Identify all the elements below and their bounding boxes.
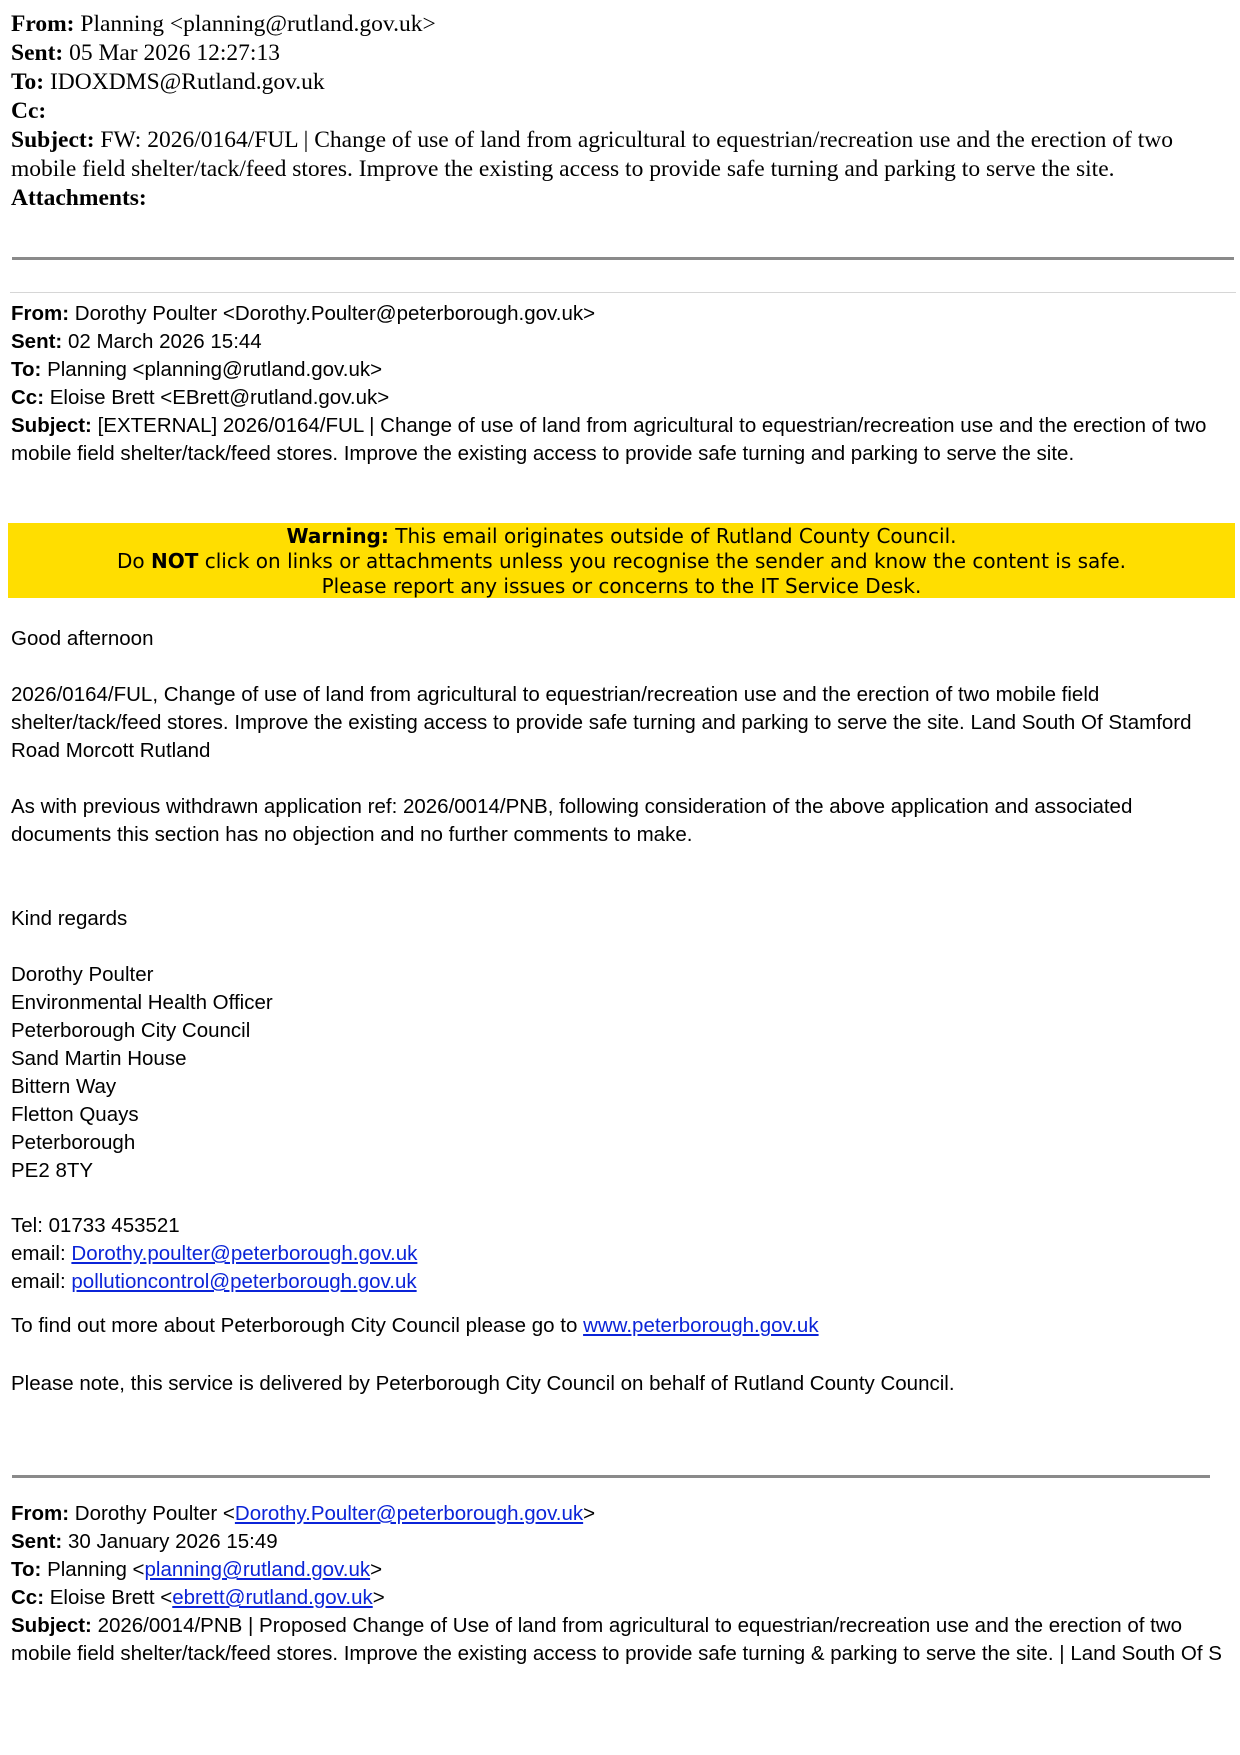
outer-subject-row: Subject: FW: 2026/0164/FUL | Change of use of land from agricultural to equestrian/recreation use and the erection of two mobile field shelter/tack/feed stores. Improve the existing access to provide safe turning and parking to serve the site. [11, 127, 1173, 182]
earlier-subject-value: 2026/0014/PNB | Proposed Change of Use of land from agricultural to equestrian/recreation use and the erection of two mobile field shelter/tack/feed stores. Improve the existing access to provide safe turning & parking to serve the site. | Land South Of S [11, 1614, 1222, 1665]
signature-address-1: Sand Martin House [11, 1047, 187, 1070]
warning-label: Warning: [286, 524, 389, 548]
outer-cc-row: Cc: [11, 98, 47, 124]
signature-title: Environmental Health Officer [11, 991, 273, 1014]
outer-attachments-row: Attachments: [11, 185, 147, 211]
forwarded-sent-value: 02 March 2026 15:44 [67, 330, 262, 353]
signature-address-4: Peterborough [11, 1131, 136, 1154]
signature-block [11, 961, 1236, 1185]
outer-to-value: IDOXDMS@Rutland.gov.uk [49, 69, 325, 95]
signature-name: Dorothy Poulter [11, 963, 154, 986]
signoff: Kind regards [11, 907, 128, 930]
signature-postcode: PE2 8TY [11, 1159, 94, 1182]
website-link[interactable]: www.peterborough.gov.uk [583, 1314, 819, 1337]
email-link-pollutioncontrol[interactable]: pollutioncontrol@peterborough.gov.uk [71, 1270, 417, 1293]
earlier-from-email-link[interactable]: Dorothy.Poulter@peterborough.gov.uk [234, 1502, 584, 1525]
outer-from-value: Planning <planning@rutland.gov.uk> [80, 11, 436, 37]
outer-subject-value: FW: 2026/0164/FUL | Change of use of land from agricultural to equestrian/recreation use and the erection of two mobile field shelter/tack/feed stores. Improve the existing access to provide safe turning and parking to serve the site. [11, 127, 1173, 182]
outer-sent-value: 05 Mar 2026 12:27:13 [69, 40, 280, 66]
earlier-cc-email-link[interactable]: ebrett@rutland.gov.uk [172, 1586, 373, 1609]
telephone: Tel: 01733 453521 [11, 1214, 180, 1237]
earlier-email-header: From: Dorothy Poulter <Dorothy.Poulter@peterborough.gov.uk> Sent: 30 January 2026 15:49 To: Planning <planning@rutland.gov.uk> Cc: Eloise Brett <ebrett@rutland.gov.uk> Subject: 2026/0014/PNB | Proposed Change of Use of land from agricultural to equestrian/recreation use and the erection of two mobile field shelter/tack/feed stores. Improve the existing access to provide safe turning & parking to serve the site. | Land South Of S [11, 1502, 1222, 1665]
email-link-dorothy[interactable]: Dorothy.poulter@peterborough.gov.uk [71, 1242, 418, 1265]
greeting: Good afternoon [11, 627, 154, 650]
forwarded-cc-value: Eloise Brett <EBrett@rutland.gov.uk> [49, 386, 390, 409]
forwarded-to-value: Planning <planning@rutland.gov.uk> [47, 358, 383, 381]
header-divider-thick [12, 257, 1234, 260]
forwarded-from-value: Dorothy Poulter <Dorothy.Poulter@peterborough.gov.uk> [74, 302, 596, 325]
body-paragraph-application: 2026/0164/FUL, Change of use of land from agricultural to equestrian/recreation use and the erection of two mobile field shelter/tack/feed stores. Improve the existing access to provide safe turning and parking to serve the site. Land South Of Stamford Road Morcott Rutland [11, 683, 1192, 762]
service-note: Please note, this service is delivered by Peterborough City Council on behalf of Rutland County Council. [11, 1372, 955, 1395]
contact-block: Tel: 01733 453521 email: Dorothy.poulter@peterborough.gov.uk email: pollutioncontrol@peterborough.gov.uk [11, 1212, 1236, 1296]
external-warning-banner: Warning: This email originates outside of Rutland County Council. Do NOT click on links or attachments unless you recognise the sender and know the content is safe. Please report any issues or concerns to the IT Service Desk. [8, 523, 1235, 598]
forwarded-email-header: From: Dorothy Poulter <Dorothy.Poulter@peterborough.gov.uk> Sent: 02 March 2026 15:44 To: Planning <planning@rutland.gov.uk> Cc: Eloise Brett <EBrett@rutland.gov.uk> Subject: [EXTERNAL] 2026/0164/FUL | Change of use of land from agricultural to equestrian/recreation use and the erection of two mobile field shelter/tack/feed stores. Improve the existing access to provide safe turning and parking to serve the site. [11, 302, 1207, 465]
more-info-line: To find out more about Peterborough City Council please go to www.peterborough.gov.uk [11, 1314, 819, 1337]
signature-address-3: Fletton Quays [11, 1103, 139, 1126]
outer-to-row: To: IDOXDMS@Rutland.gov.uk [11, 69, 325, 95]
forwarded-subject-value: [EXTERNAL] 2026/0164/FUL | Change of use of land from agricultural to equestrian/recreation use and the erection of two mobile field shelter/tack/feed stores. Improve the existing access to provide safe turning and parking to serve the site. [11, 414, 1207, 465]
body-paragraph-comment: As with previous withdrawn application ref: 2026/0014/PNB, following consideration of the above application and associated documents this section has no objection and no further comments to make. [11, 795, 1133, 846]
outer-sent-row: Sent: 05 Mar 2026 12:27:13 [11, 40, 280, 66]
outer-email-header [11, 10, 1236, 213]
header-divider-thin [10, 292, 1236, 293]
signature-address-2: Bittern Way [11, 1075, 117, 1098]
signature-org: Peterborough City Council [11, 1019, 251, 1042]
earlier-to-email-link[interactable]: planning@rutland.gov.uk [144, 1558, 371, 1581]
earlier-email-divider [12, 1475, 1210, 1478]
earlier-sent-value: 30 January 2026 15:49 [67, 1530, 278, 1553]
outer-from-row: From: Planning <planning@rutland.gov.uk> [11, 11, 436, 37]
